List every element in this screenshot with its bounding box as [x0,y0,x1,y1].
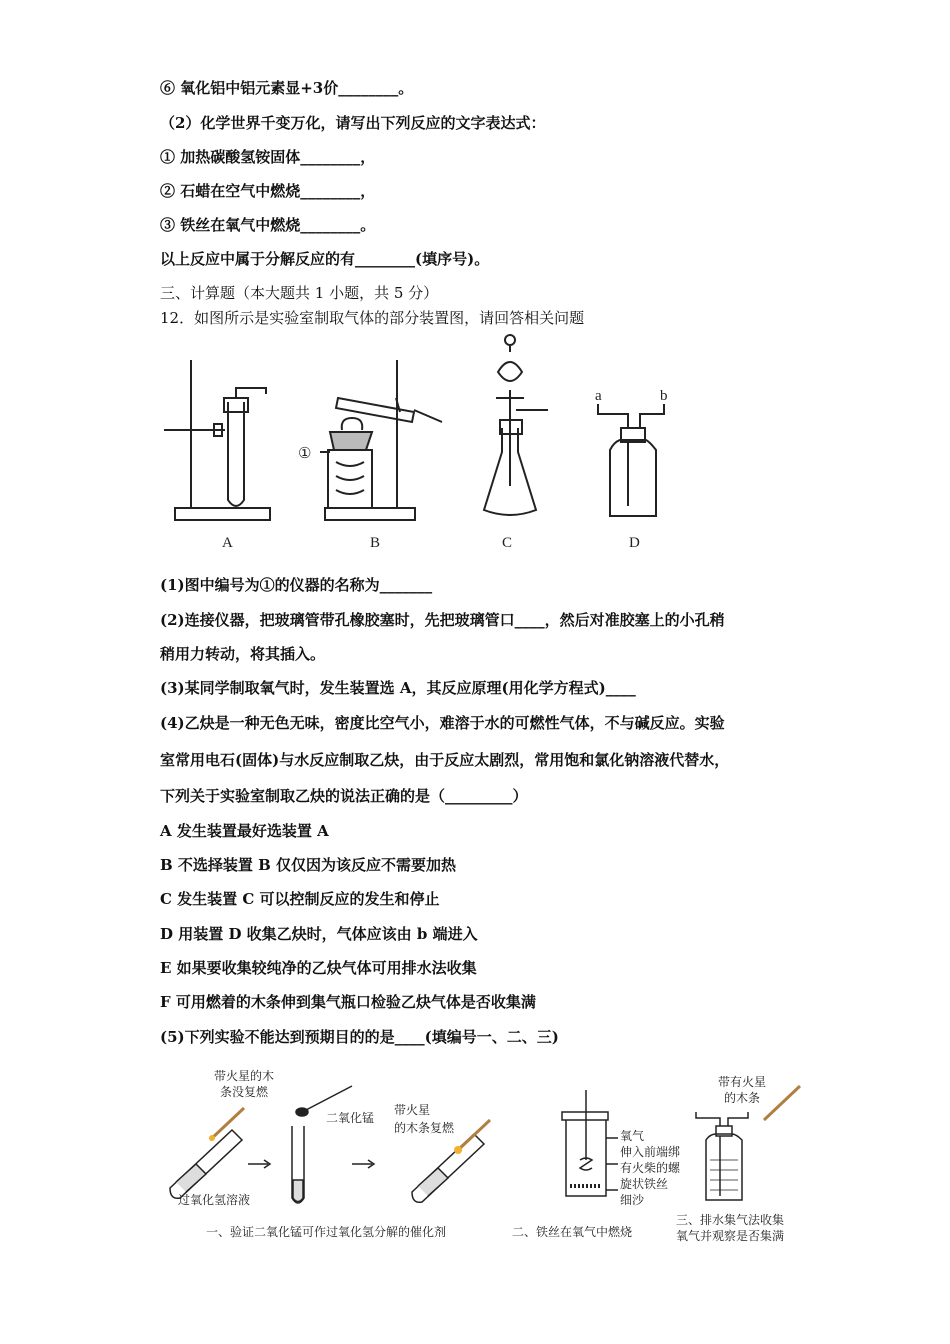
line-decomposition: 以上反应中属于分解反应的有________(填序号)。 [160,250,490,268]
port-a: a [595,388,602,404]
question-1: (1)图中编号为①的仪器的名称为_______ [160,576,433,594]
label-b: B [370,535,381,551]
label-o2: 氧气 [620,1129,645,1143]
label-a: A [222,535,233,551]
line-reaction-3: ③ 铁丝在氧气中燃烧________。 [160,216,376,234]
label-h2o2: 过氧化氢溶液 [178,1193,251,1207]
caption-3a: 三、排水集气法收集 [676,1213,785,1227]
tube-3 [412,1134,484,1202]
question-3: (3)某同学制取氧气时，发生装置选 A，其反应原理(用化学方程式)____ [160,679,636,697]
option-e: E 如果要收集较纯净的乙炔气体可用排水法收集 [160,959,477,977]
question-5: (5)下列实验不能达到预期目的的是____(填编号一、二、三) [160,1028,559,1046]
line-reaction-2: ② 石蜡在空气中燃烧________， [160,182,376,200]
question-4b: 室常用电石(固体)与水反应制取乙炔，由于反应太剧烈，常用饱和氯化钠溶液代替水， [160,751,730,769]
question-4a: (4)乙炔是一种无色无味，密度比空气小，难溶于水的可燃性气体，不与碱反应。实验 [160,714,725,732]
label-t3b: 的木条复燃 [394,1121,455,1135]
caption-1: 一、验证二氧化锰可作过氧化氢分解的催化剂 [206,1225,447,1239]
option-b: B 不选择装置 B 仅仅因为该反应不需要加热 [160,856,457,874]
section-heading-calc: 三、计算题（本大题共 1 小题，共 5 分） [160,284,439,302]
option-f: F 可用燃着的木条伸到集气瓶口检验乙炔气体是否收集满 [160,993,536,1011]
option-c: C 发生装置 C 可以控制反应的发生和停止 [160,890,440,908]
line-reaction-1: ① 加热碳酸氢铵固体________， [160,148,376,166]
option-a: A 发生装置最好选装置 A [160,822,329,840]
line-aluminum-oxide: ⑥ 氧化铝中铝元素显+3价________。 [160,79,414,97]
question-12-title: 12．如图所示是实验室制取气体的部分装置图，请回答相关问题 [160,309,585,327]
question-2b: 稍用力转动，将其插入。 [160,645,326,663]
label-d: D [629,535,640,551]
label-wire-2: 有火柴的螺 [620,1161,681,1175]
label-t1a: 带火星的木 [214,1069,275,1083]
label-s2: 的木条 [724,1091,761,1105]
port-b: b [660,388,668,404]
label-wire-1: 伸入前端绑 [620,1145,681,1159]
label-sand: 细沙 [620,1193,645,1207]
label-t3a: 带火星 [394,1103,431,1117]
marker-1: ① [298,446,312,462]
question-2a: (2)连接仪器，把玻璃管带孔橡胶塞时，先把玻璃管口____，然后对准胶塞上的小孔稍 [160,611,725,629]
option-d: D 用装置 D 收集乙炔时，气体应该由 b 端进入 [160,925,478,943]
tube-1 [170,1130,242,1198]
label-mno2: 二氧化锰 [326,1111,375,1125]
caption-3b: 氧气并观察是否集满 [676,1229,785,1243]
question-4c: 下列关于实验室制取乙炔的说法正确的是（_________） [160,787,528,805]
label-t1b: 条没复燃 [220,1085,269,1099]
caption-2: 二、铁丝在氧气中燃烧 [512,1225,633,1239]
label-s1: 带有火星 [718,1075,767,1089]
label-wire-3: 旋状铁丝 [620,1177,669,1191]
line-section-2: （2）化学世界千变万化，请写出下列反应的文字表达式： [160,114,546,132]
label-c: C [502,535,513,551]
